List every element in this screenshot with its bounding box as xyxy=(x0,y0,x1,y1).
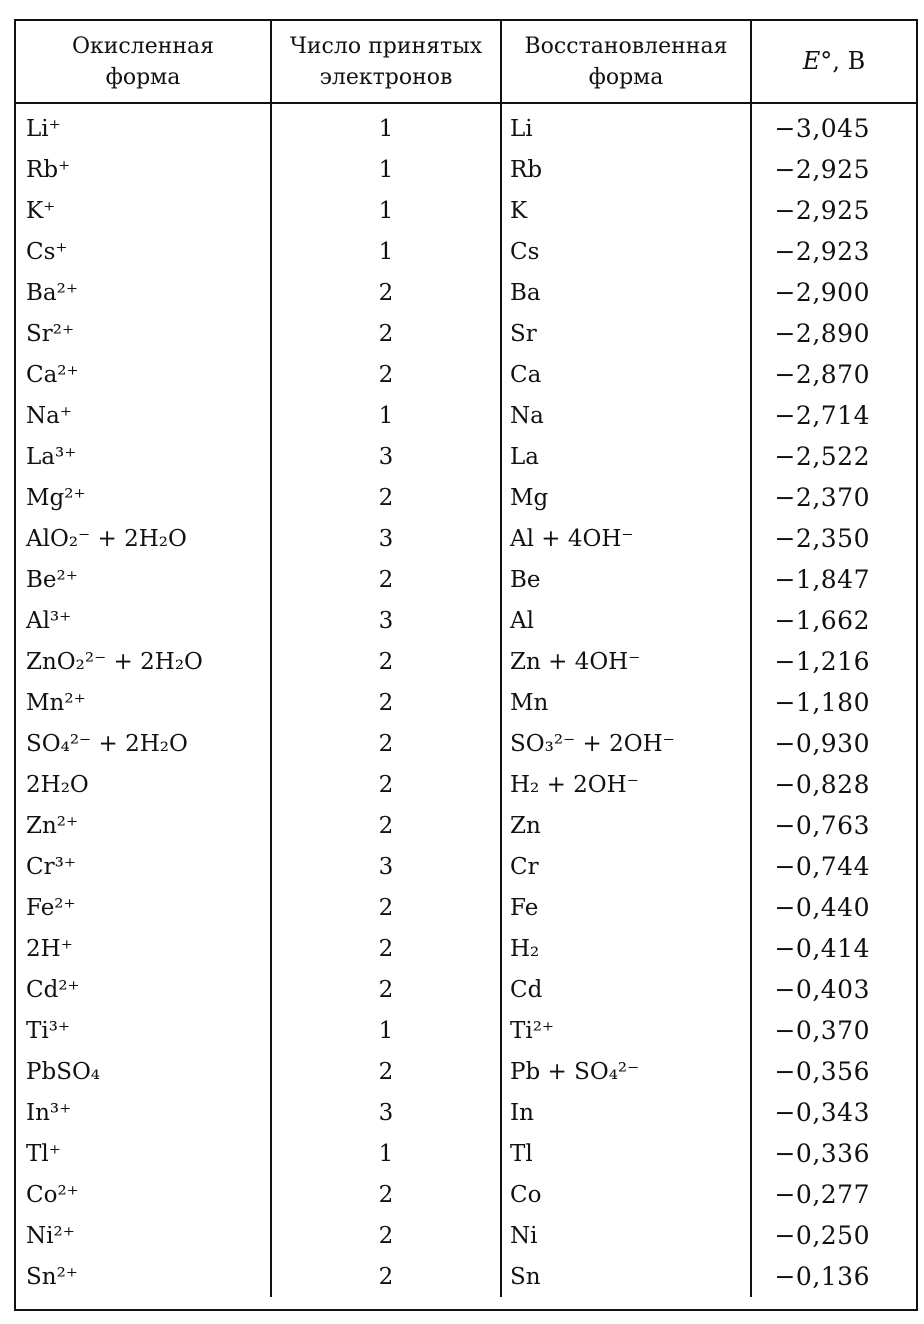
table-row xyxy=(16,477,916,518)
table-row xyxy=(16,1133,916,1174)
oxidized-form-cell: Ca²⁺ xyxy=(16,354,271,395)
standard-potential-cell: −2,925 xyxy=(774,196,870,225)
reduced-form-cell: Be xyxy=(501,559,751,600)
standard-potential-cell: −2,923 xyxy=(774,237,870,266)
reduced-form-cell: La xyxy=(501,436,751,477)
oxidized-form-cell: Cd²⁺ xyxy=(16,969,271,1010)
table-row xyxy=(16,103,916,149)
standard-potential-cell: −0,414 xyxy=(774,934,870,963)
standard-potential-cell: −0,744 xyxy=(774,852,870,881)
standard-potential-cell: −2,890 xyxy=(774,319,870,348)
electron-count-cell: 3 xyxy=(271,436,501,477)
table-row xyxy=(16,190,916,231)
standard-potential-cell: −2,900 xyxy=(774,278,870,307)
electron-count-cell: 3 xyxy=(271,846,501,887)
header-electron-count xyxy=(271,21,501,103)
oxidized-form-cell: K⁺ xyxy=(16,190,271,231)
reduced-form-cell: Zn xyxy=(501,805,751,846)
reduced-form-cell: Al xyxy=(501,600,751,641)
table-row xyxy=(16,1215,916,1256)
header-reduced-form xyxy=(501,21,751,103)
reduced-form-cell: Li xyxy=(501,103,751,149)
table-row xyxy=(16,559,916,600)
standard-potential-cell: −0,930 xyxy=(774,729,870,758)
header-standard-potential xyxy=(751,21,916,103)
table-row xyxy=(16,600,916,641)
reduced-form-cell: Ba xyxy=(501,272,751,313)
electron-count-cell: 1 xyxy=(271,395,501,436)
oxidized-form-cell: Sn²⁺ xyxy=(16,1256,271,1297)
reduced-form-cell: In xyxy=(501,1092,751,1133)
reduced-form-cell: Sr xyxy=(501,313,751,354)
standard-potential-cell: −0,336 xyxy=(774,1139,870,1168)
electron-count-cell: 2 xyxy=(271,1215,501,1256)
electron-count-cell: 2 xyxy=(271,723,501,764)
table-row xyxy=(16,682,916,723)
reduced-form-cell: Cs xyxy=(501,231,751,272)
standard-potential-cell: −0,356 xyxy=(774,1057,870,1086)
table-row xyxy=(16,805,916,846)
header-potential-unit: , В xyxy=(832,47,866,75)
reduced-form-cell: Cd xyxy=(501,969,751,1010)
electron-count-cell: 1 xyxy=(271,190,501,231)
standard-potential-cell: −1,180 xyxy=(774,688,870,717)
electron-count-cell: 2 xyxy=(271,887,501,928)
table-row xyxy=(16,1092,916,1133)
oxidized-form-cell: Mg²⁺ xyxy=(16,477,271,518)
standard-potentials-table xyxy=(16,21,916,1297)
table-row xyxy=(16,272,916,313)
electron-count-cell: 1 xyxy=(271,1010,501,1051)
oxidized-form-cell: Sr²⁺ xyxy=(16,313,271,354)
electron-count-cell: 2 xyxy=(271,313,501,354)
table-row xyxy=(16,1010,916,1051)
electron-count-cell: 2 xyxy=(271,764,501,805)
standard-potential-cell: −2,925 xyxy=(774,155,870,184)
reduced-form-cell: Pb + SO₄²⁻ xyxy=(501,1051,751,1092)
table-row xyxy=(16,969,916,1010)
table-row xyxy=(16,1174,916,1215)
reduced-form-cell: Fe xyxy=(501,887,751,928)
electron-count-cell: 2 xyxy=(271,682,501,723)
table-row xyxy=(16,1256,916,1297)
standard-potential-cell: −0,250 xyxy=(774,1221,870,1250)
table-row xyxy=(16,436,916,477)
table-row xyxy=(16,928,916,969)
standard-potential-cell: −3,045 xyxy=(774,114,870,143)
header-reduced-line1: Восстановленная xyxy=(524,33,728,59)
standard-potential-cell: −2,870 xyxy=(774,360,870,389)
electron-count-cell: 2 xyxy=(271,1256,501,1297)
electron-count-cell: 1 xyxy=(271,231,501,272)
oxidized-form-cell: Tl⁺ xyxy=(16,1133,271,1174)
table-header xyxy=(16,21,916,103)
reduced-form-cell: K xyxy=(501,190,751,231)
electron-count-cell: 2 xyxy=(271,477,501,518)
header-potential-symbol: E° xyxy=(802,47,833,75)
electron-count-cell: 1 xyxy=(271,103,501,149)
electron-count-cell: 2 xyxy=(271,969,501,1010)
oxidized-form-cell: Al³⁺ xyxy=(16,600,271,641)
table-row xyxy=(16,887,916,928)
electron-count-cell: 3 xyxy=(271,1092,501,1133)
table-row xyxy=(16,518,916,559)
standard-potential-cell: −0,440 xyxy=(774,893,870,922)
oxidized-form-cell: Co²⁺ xyxy=(16,1174,271,1215)
electron-count-cell: 2 xyxy=(271,1174,501,1215)
oxidized-form-cell: La³⁺ xyxy=(16,436,271,477)
oxidized-form-cell: Be²⁺ xyxy=(16,559,271,600)
reduced-form-cell: Mg xyxy=(501,477,751,518)
oxidized-form-cell: 2H₂O xyxy=(16,764,271,805)
table-row xyxy=(16,354,916,395)
oxidized-form-cell: Cs⁺ xyxy=(16,231,271,272)
table-row xyxy=(16,641,916,682)
oxidized-form-cell: Ba²⁺ xyxy=(16,272,271,313)
standard-potential-cell: −1,662 xyxy=(774,606,870,635)
standard-potential-cell: −2,350 xyxy=(774,524,870,553)
electron-count-cell: 2 xyxy=(271,641,501,682)
electron-count-cell: 2 xyxy=(271,928,501,969)
reduced-form-cell: Ni xyxy=(501,1215,751,1256)
reduced-form-cell: Sn xyxy=(501,1256,751,1297)
oxidized-form-cell: Zn²⁺ xyxy=(16,805,271,846)
reduced-form-cell: Mn xyxy=(501,682,751,723)
reduced-form-cell: Ca xyxy=(501,354,751,395)
reduced-form-cell: Co xyxy=(501,1174,751,1215)
table-row xyxy=(16,846,916,887)
header-oxidized-line2: форма xyxy=(105,64,181,90)
reduced-form-cell: H₂ + 2OH⁻ xyxy=(501,764,751,805)
oxidized-form-cell: Ti³⁺ xyxy=(16,1010,271,1051)
standard-potential-cell: −0,343 xyxy=(774,1098,870,1127)
table-row xyxy=(16,395,916,436)
reduced-form-cell: Zn + 4OH⁻ xyxy=(501,641,751,682)
oxidized-form-cell: Rb⁺ xyxy=(16,149,271,190)
standard-potential-cell: −1,847 xyxy=(774,565,870,594)
electron-count-cell: 1 xyxy=(271,1133,501,1174)
header-oxidized-form xyxy=(16,21,271,103)
oxidized-form-cell: 2H⁺ xyxy=(16,928,271,969)
header-reduced-line2: форма xyxy=(588,64,664,90)
oxidized-form-cell: Ni²⁺ xyxy=(16,1215,271,1256)
table-row xyxy=(16,313,916,354)
electron-count-cell: 2 xyxy=(271,354,501,395)
reduced-form-cell: H₂ xyxy=(501,928,751,969)
electron-count-cell: 3 xyxy=(271,600,501,641)
standard-potential-cell: −0,136 xyxy=(774,1262,870,1291)
reduced-form-cell: Rb xyxy=(501,149,751,190)
header-electrons-line1: Число принятых xyxy=(289,33,483,59)
electron-count-cell: 2 xyxy=(271,805,501,846)
standard-potential-cell: −0,763 xyxy=(774,811,870,840)
reduced-form-cell: Tl xyxy=(501,1133,751,1174)
electron-count-cell: 2 xyxy=(271,1051,501,1092)
table-row xyxy=(16,231,916,272)
reduced-form-cell: Cr xyxy=(501,846,751,887)
oxidized-form-cell: Mn²⁺ xyxy=(16,682,271,723)
standard-potential-cell: −0,828 xyxy=(774,770,870,799)
table-row xyxy=(16,1051,916,1092)
oxidized-form-cell: Li⁺ xyxy=(16,103,271,149)
standard-potential-cell: −0,277 xyxy=(774,1180,870,1209)
reduced-form-cell: Na xyxy=(501,395,751,436)
standard-potential-cell: −2,370 xyxy=(774,483,870,512)
reduced-form-cell: Ti²⁺ xyxy=(501,1010,751,1051)
standard-potentials-table-frame xyxy=(14,19,918,1311)
oxidized-form-cell: AlO₂⁻ + 2H₂O xyxy=(16,518,271,559)
table-row xyxy=(16,149,916,190)
standard-potential-cell: −2,522 xyxy=(774,442,870,471)
reduced-form-cell: Al + 4OH⁻ xyxy=(501,518,751,559)
table-row xyxy=(16,723,916,764)
reduced-form-cell: SO₃²⁻ + 2OH⁻ xyxy=(501,723,751,764)
oxidized-form-cell: In³⁺ xyxy=(16,1092,271,1133)
oxidized-form-cell: SO₄²⁻ + 2H₂O xyxy=(16,723,271,764)
table-row xyxy=(16,764,916,805)
electron-count-cell: 2 xyxy=(271,559,501,600)
oxidized-form-cell: Na⁺ xyxy=(16,395,271,436)
electron-count-cell: 3 xyxy=(271,518,501,559)
standard-potential-cell: −0,370 xyxy=(774,1016,870,1045)
standard-potential-cell: −0,403 xyxy=(774,975,870,1004)
header-electrons-line2: электронов xyxy=(319,64,453,90)
oxidized-form-cell: ZnO₂²⁻ + 2H₂O xyxy=(16,641,271,682)
standard-potential-cell: −1,216 xyxy=(774,647,870,676)
electron-count-cell: 2 xyxy=(271,272,501,313)
oxidized-form-cell: Fe²⁺ xyxy=(16,887,271,928)
electron-count-cell: 1 xyxy=(271,149,501,190)
header-oxidized-line1: Окисленная xyxy=(71,33,215,59)
header-row xyxy=(16,21,916,103)
standard-potential-cell: −2,714 xyxy=(774,401,870,430)
oxidized-form-cell: Cr³⁺ xyxy=(16,846,271,887)
oxidized-form-cell: PbSO₄ xyxy=(16,1051,271,1092)
table-body xyxy=(16,103,916,1297)
